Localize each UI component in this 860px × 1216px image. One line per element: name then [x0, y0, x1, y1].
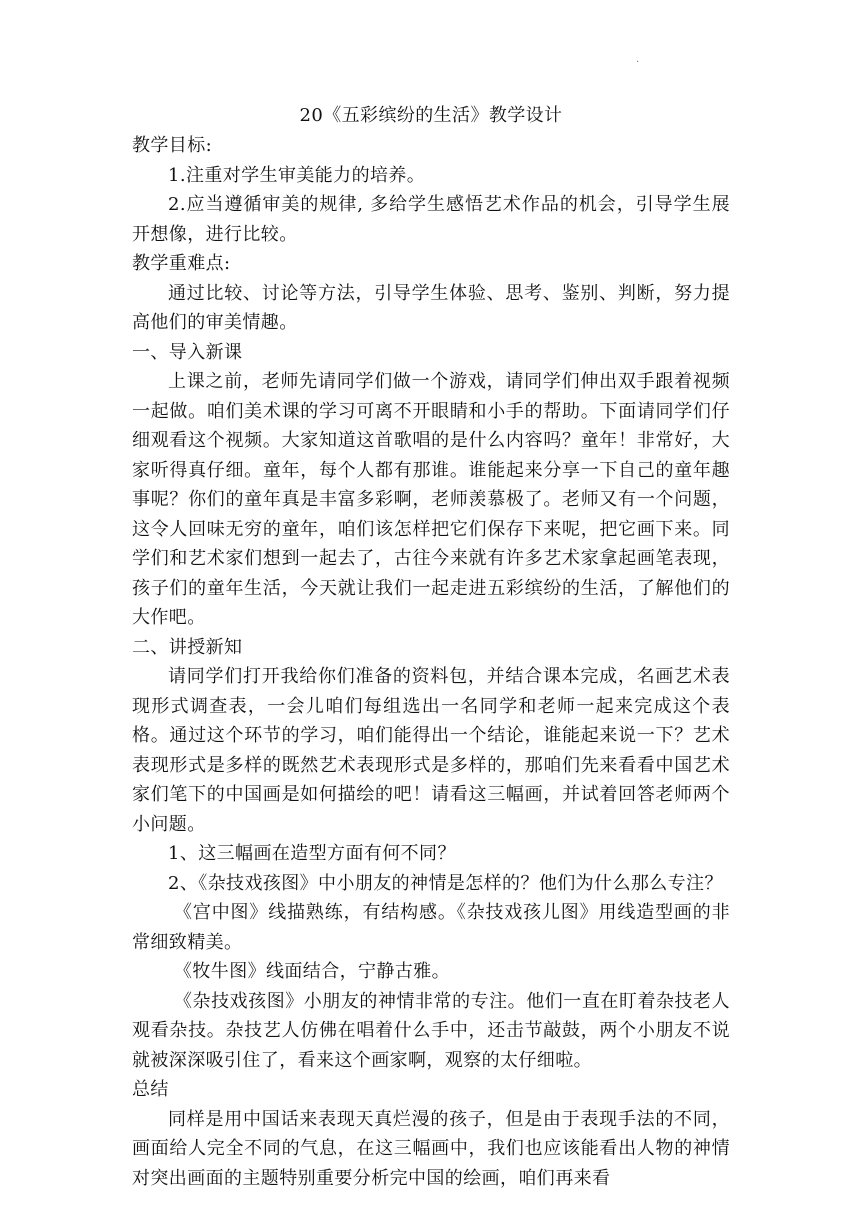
summary-paragraph: 同样是用中国话来表现天真烂漫的孩子，但是由于表现手法的不同，画面给人完全不同的气息，在这三幅画中，我们也应该能看出人物的神情对突出画面的主题特别重要分析完中国的绘画，咱们再来看	[132, 1108, 730, 1189]
answer-paragraph-1: 《宫中图》线描熟练，有结构感。《杂技戏孩儿图》用线造型画的非常细致精美。	[132, 902, 730, 953]
goal-item-1: 1.注重对学生审美能力的培养。	[168, 164, 426, 186]
page-marker: ·	[636, 57, 640, 68]
section-teaching-paragraph: 请同学们打开我给你们准备的资料包，并结合课本完成，名画艺术表现形式调查表，一会儿咱们每组选出一名同学和老师一起来完成这个表格。通过这个环节的学习，咱们能得出一个结论，谁能起来说一下？艺术表现形式是多样的既然艺术表现形式是多样的，那咱们先来看看中国艺术家们笔下的中国画是如何描绘的吧！请看这三幅画，并试着回答老师两个小问题。	[132, 666, 730, 835]
section-intro-heading: 一、导入新课	[132, 341, 243, 363]
section-teaching-heading: 二、讲授新知	[132, 636, 243, 658]
answer-paragraph-2: 《牧牛图》线面结合，宁静古雅。	[174, 961, 450, 982]
answer-paragraph-3: 《杂技戏孩图》小朋友的神情非常的专注。他们一直在盯着杂技老人观看杂技。杂技艺人仿佛在唱着什么手中，还击节敲鼓，两个小朋友不说就被深深吸引住了，看来这个画家啊，观察的太仔细啦。	[132, 990, 730, 1071]
question-2: 2、《杂技戏孩图》中小朋友的神情是怎样的？他们为什么那么专注？	[168, 872, 723, 894]
difficulty-paragraph: 通过比较、讨论等方法，引导学生体验、思考、鉴别、判断，努力提高他们的审美情趣。	[132, 282, 730, 333]
question-1: 1、这三幅画在造型方面有何不同？	[168, 843, 456, 864]
goal-item-2: 2.应当遵循审美的规律, 多给学生感悟艺术作品的机会，引导学生展开想像，进行比较。	[132, 194, 730, 245]
difficulty-heading: 教学重难点:	[132, 253, 231, 274]
document-body	[132, 100, 730, 1193]
summary-heading: 总结	[132, 1079, 169, 1100]
goals-heading: 教学目标:	[132, 135, 213, 156]
section-intro-paragraph: 上课之前，老师先请同学们做一个游戏，请同学们伸出双手跟着视频一起做。咱们美术课的学习可离不开眼睛和小手的帮助。下面请同学们仔细观看这个视频。大家知道这首歌唱的是什么内容吗？童年！非常好，大家听得真仔细。童年，每个人都有那谁。谁能起来分享一下自己的童年趣事呢？你们的童年真是丰富多彩啊，老师羡慕极了。老师又有一个问题，这令人回味无穷的童年，咱们该怎样把它们保存下来呢，把它画下来。同学们和艺术家们想到一起去了，古往今来就有许多艺术家拿起画笔表现，孩子们的童年生活，今天就让我们一起走进五彩缤纷的生活，了解他们的大作吧。	[132, 371, 730, 628]
document-title: 20《五彩缤纷的生活》教学设计	[299, 105, 563, 126]
